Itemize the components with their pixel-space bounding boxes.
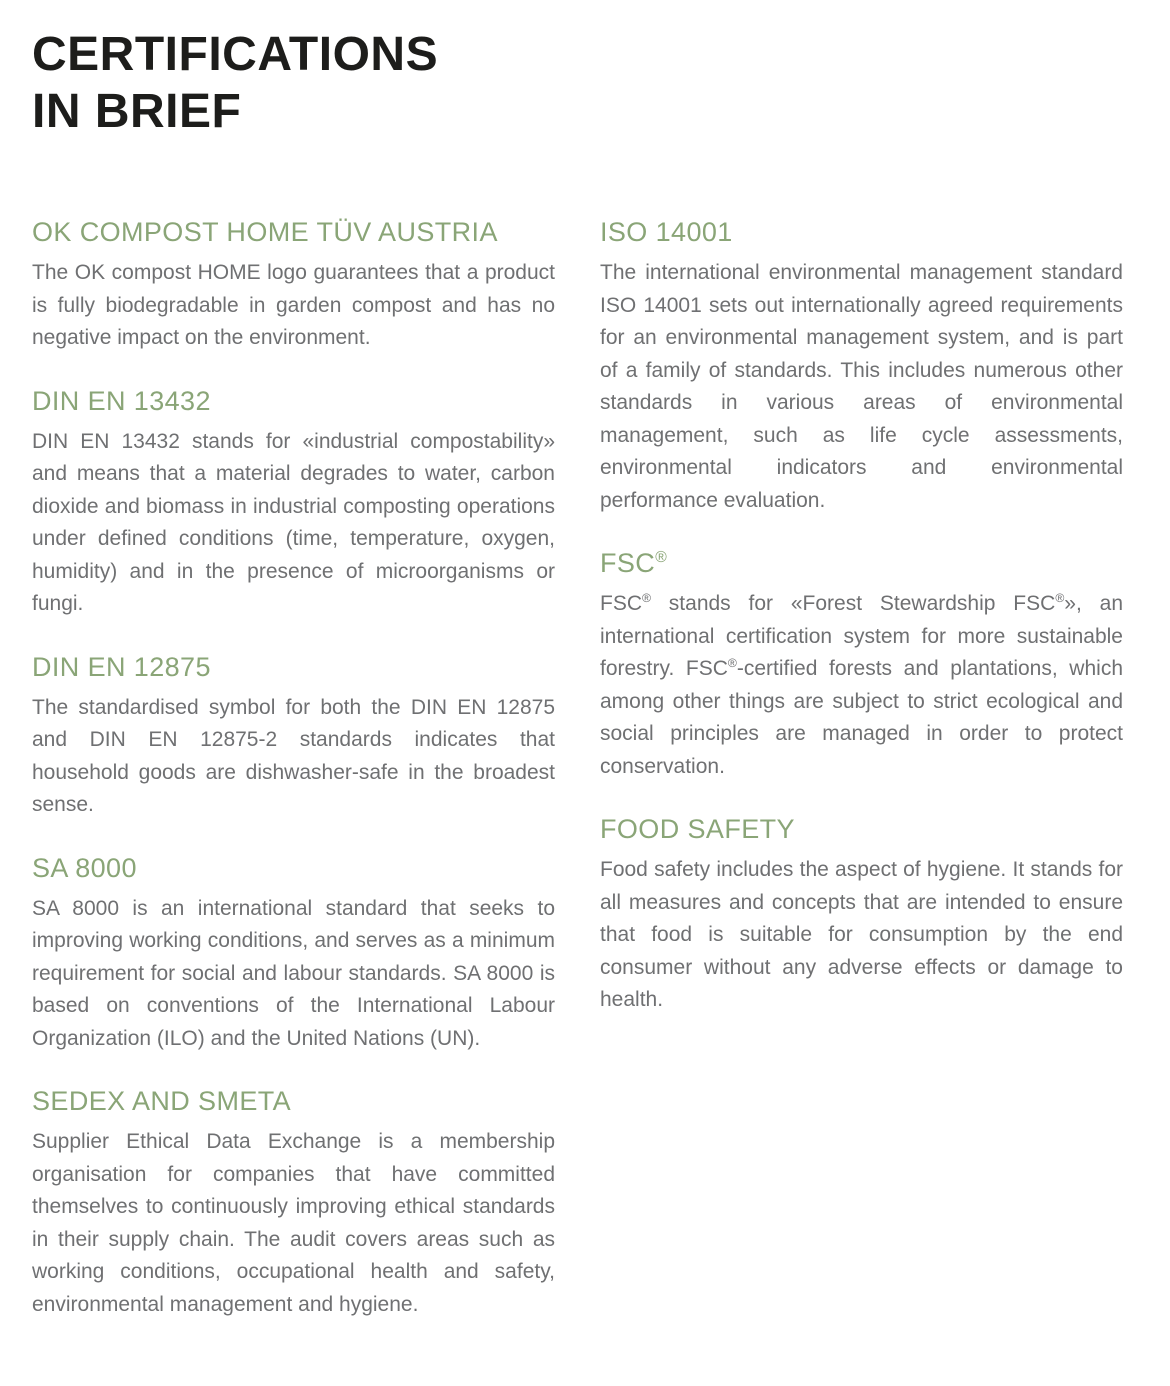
certification-section: [32, 385, 555, 621]
section-heading: FOOD SAFETY: [600, 814, 795, 844]
certification-section: [32, 651, 555, 822]
section-heading: SA 8000: [32, 852, 137, 883]
page-title-line-2: IN BRIEF: [32, 85, 242, 138]
certification-section: [600, 547, 1123, 783]
right-column: [600, 216, 1123, 1351]
section-body: Supplier Ethical Data Exchange is a membership organisation for companies that have committed themselves to continuously improving ethical standards in their supply chain. The audit covers areas such as working conditions, occupational health and safety, environmental management and hygiene.: [32, 1130, 555, 1316]
certification-section: [600, 813, 1123, 1017]
section-body: The standardised symbol for both the DIN EN 12875 and DIN EN 12875-2 standards indicates that household goods are dishwasher-safe in the broadest sense.: [32, 695, 555, 816]
left-column: [32, 216, 555, 1351]
certification-section: [32, 216, 555, 355]
section-heading: SEDEX AND SMETA: [32, 1086, 292, 1116]
section-heading: FSC®: [600, 548, 668, 578]
section-heading: DIN EN 13432: [32, 385, 211, 416]
section-body: Food safety includes the aspect of hygiene. It stands for all measures and concepts that are intended to ensure that food is suitable for consumption by the end consumer without any adverse effects or damage to health.: [600, 858, 1123, 1011]
section-body: FSC® stands for «Forest Stewardship FSC®», an international certification system for more sustainable forestry. FSC®-certified forests and plantations, which among other things are subject to strict ecological and social principles are managed in order to protect conservation.: [600, 591, 1123, 778]
page-title-line-1: CERTIFICATIONS: [32, 28, 439, 81]
section-heading: ISO 14001: [600, 217, 733, 247]
section-heading: OK COMPOST HOME TÜV AUSTRIA: [32, 217, 498, 247]
certification-section: [600, 216, 1123, 517]
section-body: The OK compost HOME logo guarantees that a product is fully biodegradable in garden compost and has no negative impact on the environment.: [32, 261, 555, 349]
section-body: DIN EN 13432 stands for «industrial compostability» and means that a material degrades to water, carbon dioxide and biomass in industrial composting operations under defined conditions (time, temperature, oxygen, humidity) and in the presence of microorganisms or fungi.: [32, 429, 555, 615]
section-body: The international environmental management standard ISO 14001 sets out internationally agreed requirements for an environmental management system, and is part of a family of standards. This includes numerous other standards in various areas of environmental management, such as life cycle assessments, environmental indicators and environmental performance evaluation.: [600, 261, 1123, 512]
certification-section: [32, 1085, 555, 1321]
section-heading: DIN EN 12875: [32, 651, 211, 682]
page-title: [32, 26, 1123, 140]
certification-section: [32, 852, 555, 1056]
section-body: SA 8000 is an international standard that seeks to improving working conditions, and serves as a minimum requirement for social and labour standards. SA 8000 is based on conventions of the International Labour Organization (ILO) and the United Nations (UN).: [32, 896, 555, 1050]
two-column-layout: [32, 216, 1123, 1351]
